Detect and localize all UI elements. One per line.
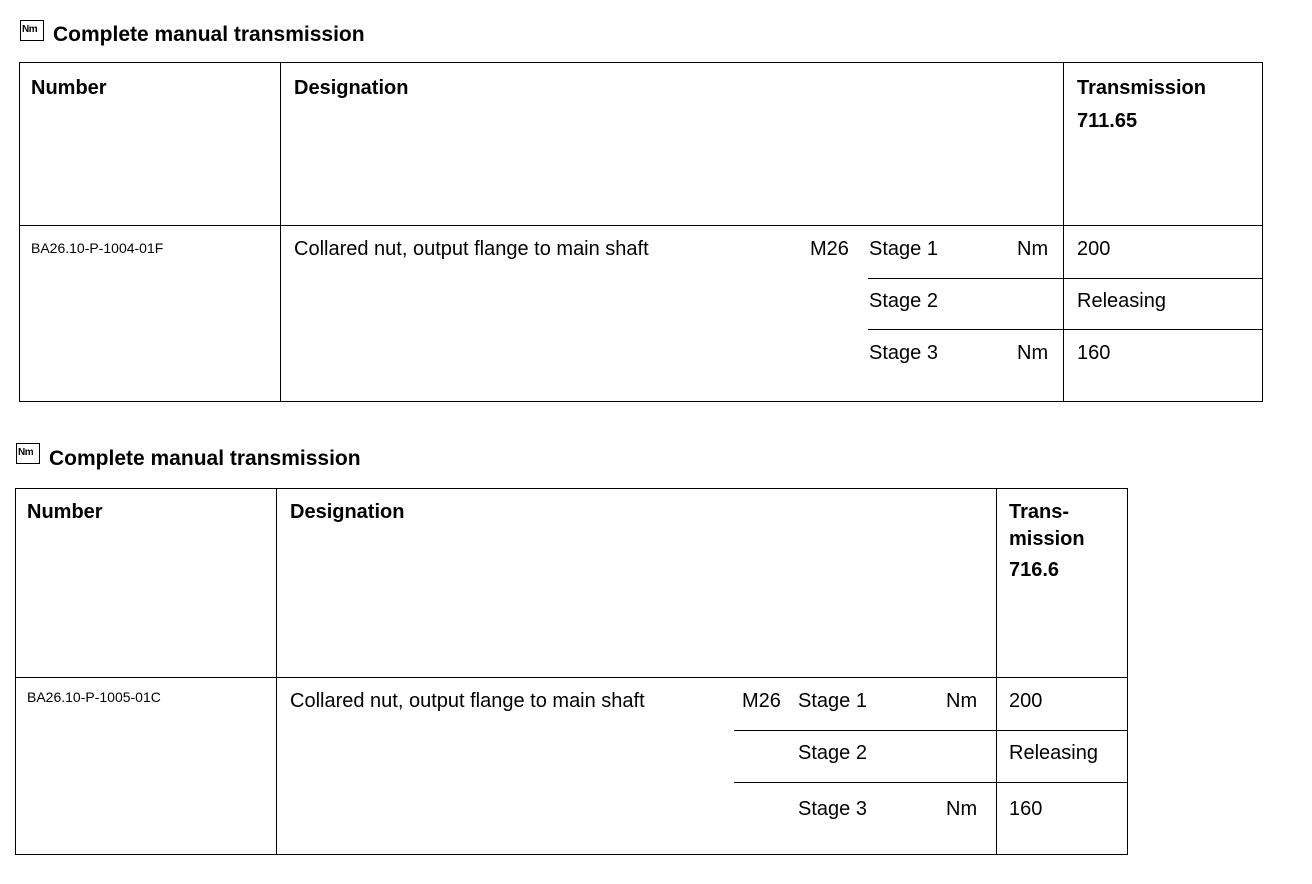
stage-row-divider (734, 730, 1128, 731)
stage-label: Stage 2 (798, 742, 867, 764)
stage-label: Stage 1 (798, 690, 867, 712)
stage-label: Stage 3 (798, 798, 867, 820)
header-designation: Designation (294, 77, 409, 99)
designation-text: Collared nut, output flange to main shaft (294, 238, 649, 260)
torque-value: 160 (1077, 342, 1111, 364)
torque-nm-icon: Nm (16, 443, 40, 464)
designation-text: Collared nut, output flange to main shaft (290, 690, 645, 712)
unit-label: Nm (1017, 238, 1049, 260)
header-number: Number (31, 77, 107, 99)
column-divider (276, 488, 277, 855)
stage-label: Stage 3 (869, 342, 938, 364)
header-transmission: mission (1009, 528, 1085, 550)
unit-label: Nm (946, 798, 978, 820)
header-divider (15, 677, 1128, 678)
header-transmission-model: 711.65 (1077, 110, 1138, 132)
stage-label: Stage 2 (869, 290, 938, 312)
header-transmission: Trans- (1009, 501, 1070, 523)
section-title: Complete manual transmission (49, 447, 361, 470)
header-divider (19, 225, 1263, 226)
part-number: BA26.10-P-1005-01C (27, 689, 161, 705)
thread-size: M26 (742, 690, 781, 712)
unit-label: Nm (946, 690, 978, 712)
unit-label: Nm (1017, 342, 1049, 364)
torque-value: 200 (1077, 238, 1111, 260)
header-transmission: Transmission (1077, 77, 1206, 99)
torque-value: Releasing (1009, 742, 1098, 764)
header-number: Number (27, 501, 103, 523)
part-number: BA26.10-P-1004-01F (31, 240, 164, 256)
thread-size: M26 (810, 238, 849, 260)
stage-row-divider (868, 278, 1263, 279)
torque-value: 160 (1009, 798, 1043, 820)
torque-value: Releasing (1077, 290, 1166, 312)
stage-label: Stage 1 (869, 238, 938, 260)
section-title: Complete manual transmission (53, 23, 365, 46)
header-transmission-model: 716.6 (1009, 559, 1060, 581)
header-designation: Designation (290, 501, 405, 523)
torque-nm-icon: Nm (20, 20, 44, 41)
column-divider (1063, 62, 1064, 402)
column-divider (280, 62, 281, 402)
column-divider (996, 488, 997, 855)
stage-row-divider (868, 329, 1263, 330)
torque-value: 200 (1009, 690, 1043, 712)
stage-row-divider (734, 782, 1128, 783)
